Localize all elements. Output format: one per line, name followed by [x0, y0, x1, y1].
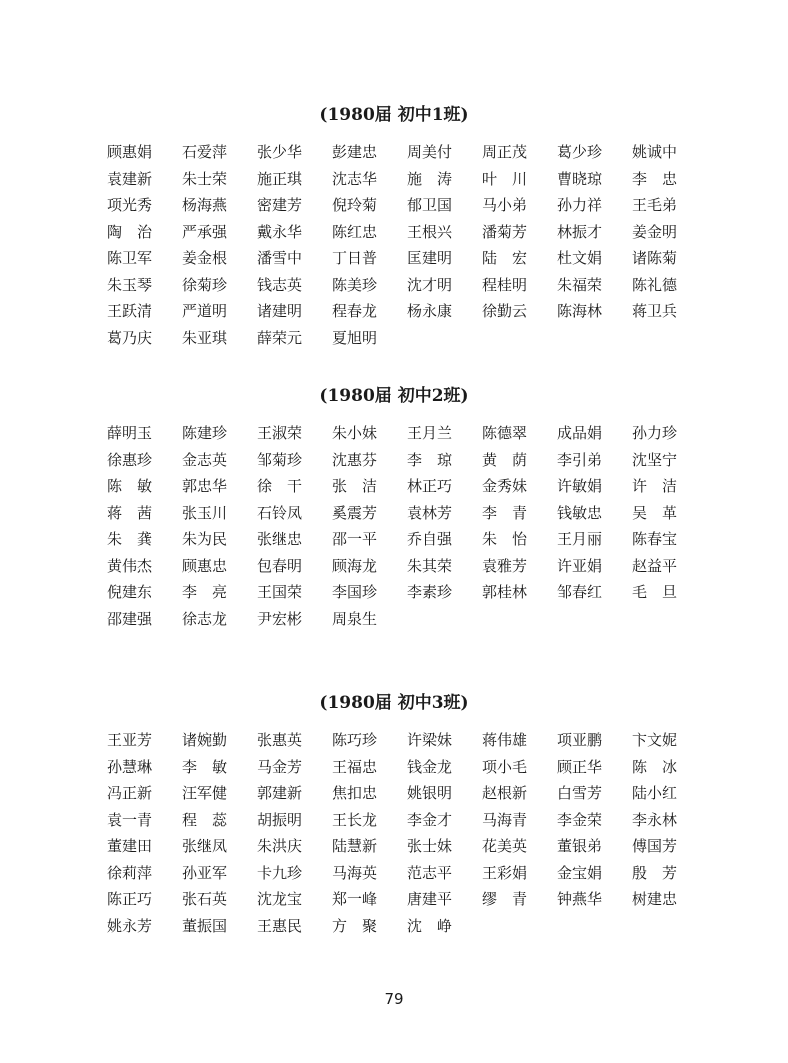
- student-name: 郭忠华: [182, 477, 228, 495]
- student-name: 马海英: [332, 863, 378, 882]
- student-name: 陈 冰: [632, 757, 678, 776]
- student-name: 项小毛: [482, 757, 528, 776]
- student-name: 孙力祥: [557, 196, 603, 214]
- student-name: 项光秀: [107, 196, 153, 214]
- student-name: 顾惠娟: [107, 143, 153, 161]
- student-name: 诸婉勤: [182, 731, 228, 749]
- student-name: 张继忠: [257, 530, 303, 548]
- student-name: 张玉川: [182, 503, 228, 522]
- student-name: 陈礼德: [632, 275, 678, 294]
- student-name: 方 聚: [332, 916, 378, 935]
- student-name: 严道明: [182, 302, 228, 320]
- student-name: 邵一平: [332, 530, 378, 548]
- student-name: 沈龙宝: [257, 890, 303, 908]
- student-name: 奚震芳: [332, 503, 378, 522]
- student-name: 钟燕华: [557, 890, 603, 908]
- student-name: 张石英: [182, 890, 228, 908]
- student-name: 杨永康: [407, 302, 453, 320]
- student-name: 花美英: [482, 837, 528, 855]
- student-name: 叶 川: [482, 169, 528, 188]
- student-name: 许亚娟: [557, 556, 603, 575]
- student-name: 李 敏: [182, 757, 228, 776]
- student-name: 王月兰: [407, 424, 453, 442]
- name-grid: [107, 422, 707, 634]
- student-name: 范志平: [407, 863, 453, 882]
- student-name: 成品娟: [557, 424, 603, 442]
- student-name: 陶 治: [107, 222, 153, 241]
- student-name: 马金芳: [257, 757, 303, 776]
- student-name: 卞文妮: [632, 731, 678, 749]
- student-name: 杜文娟: [557, 249, 603, 267]
- student-name: 周泉生: [332, 609, 378, 628]
- student-name: 冯正新: [107, 784, 153, 802]
- student-name: 赵根新: [482, 784, 528, 802]
- student-name: 周美付: [407, 143, 453, 161]
- student-name: 陈正巧: [107, 890, 153, 908]
- student-name: 李永林: [632, 810, 678, 829]
- student-name: 孙力珍: [632, 424, 678, 442]
- student-name: 倪建东: [107, 583, 153, 601]
- student-name: 林振才: [557, 222, 603, 241]
- student-name: 朱福荣: [557, 275, 603, 294]
- student-name: 沈志华: [332, 169, 378, 188]
- student-name: 乔自强: [407, 530, 453, 548]
- student-name: 顾海龙: [332, 556, 378, 575]
- student-name: 葛少珍: [557, 143, 603, 161]
- student-name: 郭桂林: [482, 583, 528, 601]
- student-name: 缪 青: [482, 890, 528, 908]
- student-name: 钱敏忠: [557, 503, 603, 522]
- student-name: 邵建强: [107, 609, 153, 628]
- student-name: 陆小红: [632, 784, 678, 802]
- name-grid: [107, 141, 707, 353]
- student-name: 王彩娟: [482, 863, 528, 882]
- student-name: 施正琪: [257, 169, 303, 188]
- student-name: 王亚芳: [107, 731, 153, 749]
- student-name: 钱金龙: [407, 757, 453, 776]
- student-name: 李引弟: [557, 450, 603, 469]
- student-name: 吴 革: [632, 503, 678, 522]
- student-name: 孙亚军: [182, 863, 228, 882]
- student-name: 王惠民: [257, 916, 303, 935]
- student-name: 倪玲菊: [332, 196, 378, 214]
- student-name: 袁一青: [107, 810, 153, 829]
- student-name: 陈美珍: [332, 275, 378, 294]
- student-name: 沈坚宁: [632, 450, 678, 469]
- student-name: 陈巧珍: [332, 731, 378, 749]
- student-name: 许 洁: [632, 477, 678, 495]
- student-name: 王国荣: [257, 583, 303, 601]
- student-name: 殷 芳: [632, 863, 678, 882]
- student-name: 郭建新: [257, 784, 303, 802]
- student-name: 徐 干: [257, 477, 303, 495]
- student-name: 薛荣元: [257, 328, 303, 347]
- student-name: 诸建明: [257, 302, 303, 320]
- student-name: 黄伟杰: [107, 556, 153, 575]
- student-name: 王淑荣: [257, 424, 303, 442]
- student-name: 蒋卫兵: [632, 302, 678, 320]
- student-name: 姚银明: [407, 784, 453, 802]
- student-name: 李国珍: [332, 583, 378, 601]
- student-name: 陈海林: [557, 302, 603, 320]
- student-name: 陈春宝: [632, 530, 678, 548]
- section-title: (1980届 初中2班): [319, 386, 469, 406]
- student-name: 董建田: [107, 837, 153, 855]
- student-name: 彭建忠: [332, 143, 378, 161]
- student-name: 李 琼: [407, 450, 453, 469]
- student-name: 朱其荣: [407, 556, 453, 575]
- student-name: 毛 旦: [632, 583, 678, 601]
- student-name: 顾正华: [557, 757, 603, 776]
- student-name: 程春龙: [332, 302, 378, 320]
- student-name: 汪军健: [182, 784, 228, 802]
- student-name: 张士妹: [407, 837, 453, 855]
- student-name: 徐莉萍: [107, 863, 153, 882]
- student-name: 朱亚琪: [182, 328, 228, 347]
- student-name: 戴永华: [257, 222, 303, 241]
- student-name: 姜金根: [182, 249, 228, 267]
- student-name: 赵益平: [632, 556, 678, 575]
- student-name: 傅国芳: [632, 837, 678, 855]
- student-name: 白雪芳: [557, 784, 603, 802]
- student-name: 施 涛: [407, 169, 453, 188]
- student-name: 朱 怡: [482, 530, 528, 548]
- student-name: 陈德翠: [482, 424, 528, 442]
- student-name: 朱小妹: [332, 424, 378, 442]
- student-name: 胡振明: [257, 810, 303, 829]
- student-name: 程桂明: [482, 275, 528, 294]
- student-name: 潘菊芳: [482, 222, 528, 241]
- student-name: 夏旭明: [332, 328, 378, 347]
- student-name: 许敏娟: [557, 477, 603, 495]
- student-name: 蒋 茜: [107, 503, 153, 522]
- student-name: 卡九珍: [257, 863, 303, 882]
- student-name: 石爱萍: [182, 143, 228, 161]
- student-name: 朱士荣: [182, 169, 228, 188]
- student-name: 张少华: [257, 143, 303, 161]
- student-name: 徐惠珍: [107, 450, 153, 469]
- student-name: 郁卫国: [407, 196, 453, 214]
- student-name: 陆 宏: [482, 249, 528, 267]
- student-name: 沈 峥: [407, 916, 453, 935]
- student-name: 王毛弟: [632, 196, 678, 214]
- student-name: 王长龙: [332, 810, 378, 829]
- student-name: 陈卫军: [107, 249, 153, 267]
- student-name: 邹春红: [557, 583, 603, 601]
- student-name: 张惠英: [257, 731, 303, 749]
- student-name: 马海青: [482, 810, 528, 829]
- student-name: 黄 荫: [482, 450, 528, 469]
- student-name: 李 青: [482, 503, 528, 522]
- student-name: 树建忠: [632, 890, 678, 908]
- student-name: 袁建新: [107, 169, 153, 188]
- student-name: 杨海燕: [182, 196, 228, 214]
- student-name: 程 蕊: [182, 810, 228, 829]
- student-name: 沈才明: [407, 275, 453, 294]
- student-name: 徐勤云: [482, 302, 528, 320]
- student-name: 王福忠: [332, 757, 378, 776]
- student-name: 薛明玉: [107, 424, 153, 442]
- student-name: 金宝娟: [557, 863, 603, 882]
- student-name: 李 亮: [182, 583, 228, 601]
- student-name: 张继凤: [182, 837, 228, 855]
- student-name: 王根兴: [407, 222, 453, 241]
- student-name: 姜金明: [632, 222, 678, 241]
- student-name: 郑一峰: [332, 890, 378, 908]
- student-name: 徐菊珍: [182, 275, 228, 294]
- student-name: 陈 敏: [107, 477, 153, 495]
- student-name: 董银弟: [557, 837, 603, 855]
- student-name: 密建芳: [257, 196, 303, 214]
- section-title: (1980届 初中3班): [319, 693, 469, 713]
- student-name: 沈惠芬: [332, 450, 378, 469]
- page-number: 79: [384, 990, 404, 1008]
- student-name: 李素珍: [407, 583, 453, 601]
- student-name: 潘雪中: [257, 249, 303, 267]
- student-name: 朱为民: [182, 530, 228, 548]
- student-name: 曹晓琼: [557, 169, 603, 188]
- student-name: 李金才: [407, 810, 453, 829]
- student-name: 姚诚中: [632, 143, 678, 161]
- student-name: 袁雅芳: [482, 556, 528, 575]
- student-name: 金秀妹: [482, 477, 528, 495]
- student-name: 尹宏彬: [257, 609, 303, 628]
- student-name: 葛乃庆: [107, 328, 153, 347]
- student-name: 钱志英: [257, 275, 303, 294]
- student-name: 朱 龚: [107, 530, 153, 548]
- student-name: 张 洁: [332, 477, 378, 495]
- student-name: 朱玉琴: [107, 275, 153, 294]
- name-grid: [107, 729, 707, 941]
- student-name: 王月丽: [557, 530, 603, 548]
- student-name: 蒋伟雄: [482, 731, 528, 749]
- student-name: 邹菊珍: [257, 450, 303, 469]
- student-name: 严承强: [182, 222, 228, 241]
- student-name: 陆慧新: [332, 837, 378, 855]
- student-name: 徐志龙: [182, 609, 228, 628]
- student-name: 焦扣忠: [332, 784, 378, 802]
- student-name: 诸陈菊: [632, 249, 678, 267]
- student-name: 许梁妹: [407, 731, 453, 749]
- student-name: 唐建平: [407, 890, 453, 908]
- section-title: (1980届 初中1班): [319, 105, 469, 125]
- student-name: 李 忠: [632, 169, 678, 188]
- student-name: 匡建明: [407, 249, 453, 267]
- student-name: 石铃凤: [257, 503, 303, 522]
- student-name: 马小弟: [482, 196, 528, 214]
- student-name: 林正巧: [407, 477, 453, 495]
- student-name: 姚永芳: [107, 916, 153, 935]
- student-name: 金志英: [182, 450, 228, 469]
- student-name: 朱洪庆: [257, 837, 303, 855]
- student-name: 顾惠忠: [182, 556, 228, 575]
- student-name: 陈红忠: [332, 222, 378, 241]
- student-name: 孙慧琳: [107, 757, 153, 776]
- student-name: 袁林芳: [407, 503, 453, 522]
- student-name: 项亚鹏: [557, 731, 603, 749]
- student-name: 包春明: [257, 556, 303, 575]
- student-name: 陈建珍: [182, 424, 228, 442]
- student-name: 李金荣: [557, 810, 603, 829]
- student-name: 王跃清: [107, 302, 153, 320]
- student-name: 董振国: [182, 916, 228, 935]
- student-name: 丁日普: [332, 249, 378, 267]
- student-name: 周正茂: [482, 143, 528, 161]
